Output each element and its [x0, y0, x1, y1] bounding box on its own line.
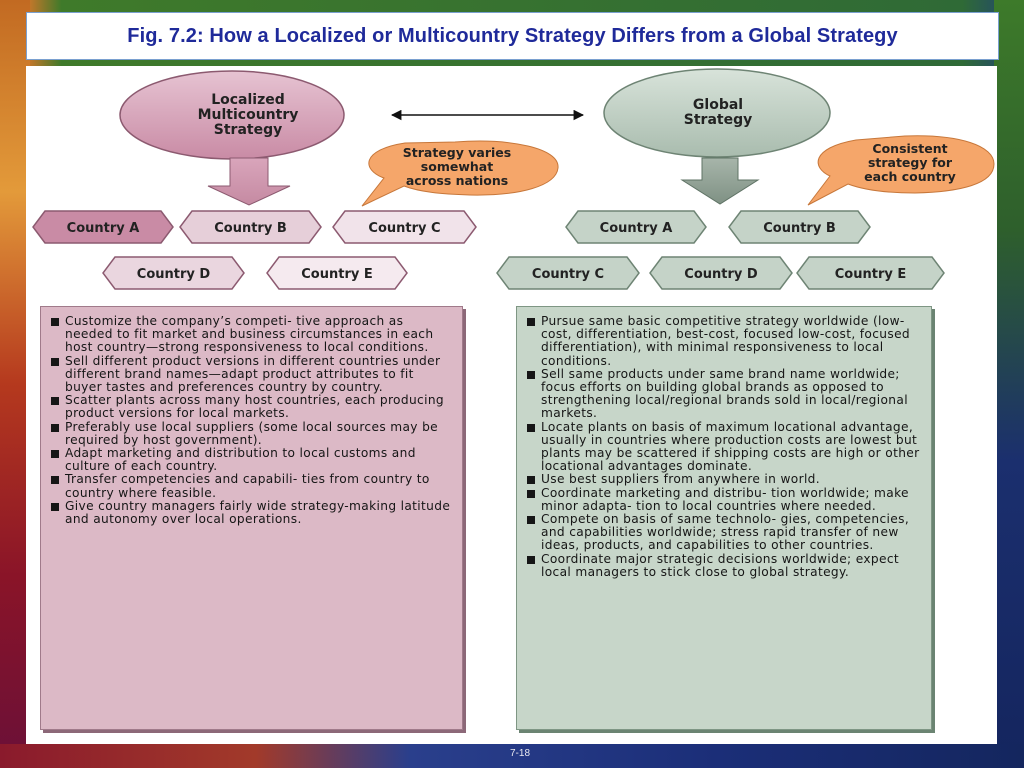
global-points-list: [525, 315, 921, 579]
square-bullet-icon: [51, 424, 59, 432]
global-point-text: Locate plants on basis of maximum locational advantage, usually in countries where production costs are lowest but plants may be scattered if shipping costs are high or other locational advantages dominate.: [541, 419, 920, 474]
localized-callout-line-1: Strategy varies: [402, 145, 512, 160]
global-point-text: Pursue same basic competitive strategy worldwide (low-cost, differentiation, best-cost, focused low-cost, focused differentiation), with minimal responsiveness to local conditions.: [541, 314, 910, 368]
localized-label-line-1: Localized: [211, 92, 285, 108]
localized-point: [49, 473, 452, 499]
localized-point: [49, 421, 452, 447]
global-point: [525, 368, 921, 421]
country-label: Country D: [136, 267, 211, 282]
localized-point: [49, 315, 452, 355]
localized-points-list: [49, 315, 452, 526]
localized-point: [49, 447, 452, 473]
square-bullet-icon: [51, 397, 59, 405]
country-label: Country E: [834, 267, 907, 282]
localized-point: [49, 500, 452, 526]
square-bullet-icon: [51, 476, 59, 484]
global-callout-line-3: each country: [864, 169, 956, 184]
localized-point-text: Give country managers fairly wide strategy-making latitude and autonomy over local operations.: [65, 498, 451, 527]
localized-country-c: [333, 211, 476, 243]
global-point-text: Coordinate marketing and distribu- tion worldwide; make minor adapta- tion to local countries where needed.: [541, 485, 909, 513]
square-bullet-icon: [51, 358, 59, 366]
localized-point-text: Adapt marketing and distribution to local customs and culture of each country.: [65, 446, 416, 474]
square-bullet-icon: [527, 516, 535, 524]
square-bullet-icon: [51, 318, 59, 326]
global-country-d: [650, 257, 792, 289]
square-bullet-icon: [527, 476, 535, 484]
square-bullet-icon: [51, 450, 59, 458]
global-characteristics-panel: [516, 306, 932, 730]
square-bullet-icon: [527, 556, 535, 564]
localized-callout-line-2: somewhat: [420, 159, 494, 174]
localized-country-a: [33, 211, 173, 243]
page-number: 7-18: [509, 748, 530, 759]
global-point-text: Sell same products under same brand name worldwide; focus efforts on building global brands as opposed to strengthening local/regional brands sold in local/regional markets.: [541, 366, 908, 421]
global-point: [525, 513, 921, 553]
localized-point-text: Customize the company’s competi- tive approach as needed to fit market and business circumstances in each host country—strong responsiveness to local conditions.: [65, 314, 434, 355]
global-point-text: Compete on basis of same technolo- gies, competencies, and capabilities worldwide; stress rapid transfer of new ideas, products, and capabilities to other countries.: [541, 512, 910, 553]
global-point: [525, 421, 921, 474]
global-strategy-node: [604, 69, 830, 157]
localized-point-text: Scatter plants across many host countries, each producing product versions for local markets.: [65, 393, 444, 421]
global-country-c: [497, 257, 639, 289]
country-label: Country A: [599, 221, 673, 236]
global-country-a: [566, 211, 706, 243]
global-country-b: [729, 211, 870, 243]
localized-point: [49, 394, 452, 420]
global-down-arrow: [682, 158, 758, 204]
localized-point-text: Preferably use local suppliers (some local sources may be required by host government).: [65, 419, 439, 447]
global-callout-line-2: strategy for: [867, 155, 953, 170]
square-bullet-icon: [527, 371, 535, 379]
global-callout-line-1: Consistent: [872, 141, 948, 156]
localized-country-b: [180, 211, 321, 243]
localized-down-arrow: [208, 158, 290, 205]
localized-callout-line-3: across nations: [405, 173, 509, 188]
square-bullet-icon: [527, 318, 535, 326]
localized-point-text: Sell different product versions in different countries under different brand names—adapt product attributes to fit buyer tastes and preferences country by country.: [65, 353, 441, 395]
square-bullet-icon: [527, 490, 535, 498]
global-callout: [808, 136, 994, 205]
country-label: Country A: [66, 221, 140, 236]
localized-label-line-3: Strategy: [213, 122, 283, 138]
global-point: [525, 553, 921, 579]
localized-strategy-node: [120, 71, 344, 159]
localized-point-text: Transfer competencies and capabili- ties from country to country where feasible.: [65, 472, 430, 500]
global-point-text: Use best suppliers from anywhere in world.: [541, 472, 820, 487]
country-label: Country E: [301, 267, 373, 282]
square-bullet-icon: [527, 424, 535, 432]
square-bullet-icon: [51, 503, 59, 511]
country-label: Country B: [214, 221, 287, 236]
slide-title: Fig. 7.2: How a Localized or Multicountry Strategy Differs from a Global Strategy: [127, 24, 898, 47]
global-country-e: [797, 257, 944, 289]
global-point: [525, 487, 921, 513]
country-label: Country C: [531, 267, 605, 282]
global-point-text: Coordinate major strategic decisions worldwide; expect local managers to stick close to global strategy.: [541, 551, 900, 579]
localized-callout: [362, 141, 558, 206]
country-label: Country B: [763, 221, 836, 236]
localized-country-d: [103, 257, 244, 289]
country-label: Country D: [684, 267, 758, 282]
localized-label-line-2: Multicountry: [197, 107, 299, 123]
localized-point: [49, 355, 452, 395]
localized-country-e: [267, 257, 407, 289]
localized-characteristics-panel: [40, 306, 463, 730]
global-label-line-1: Global: [692, 97, 744, 113]
country-hexagons: [33, 211, 944, 289]
country-label: Country C: [368, 221, 441, 236]
global-label-line-2: Strategy: [683, 112, 753, 128]
global-point: [525, 315, 921, 368]
